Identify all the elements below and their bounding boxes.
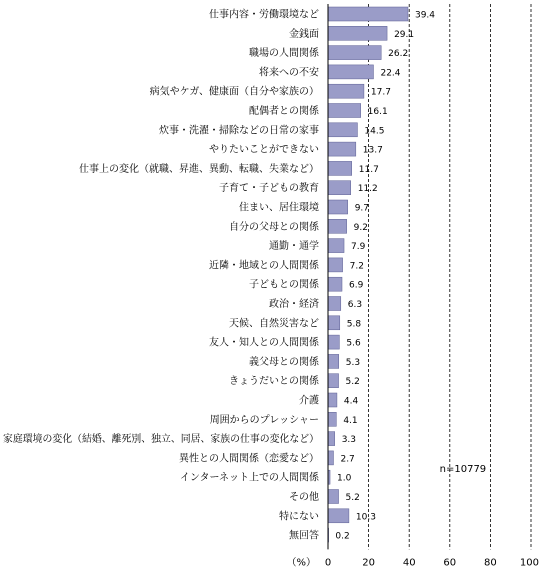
- x-axis-label: （%）: [286, 557, 316, 569]
- value-label-7: 13.7: [362, 145, 383, 156]
- value-label-8: 11.7: [358, 164, 379, 175]
- bar-17: [328, 335, 339, 349]
- bar-26: [328, 509, 349, 523]
- value-label-13: 7.2: [349, 261, 364, 272]
- value-label-17: 5.6: [346, 338, 361, 349]
- value-label-5: 16.1: [367, 107, 388, 117]
- bar-1: [328, 26, 387, 40]
- value-label-19: 5.2: [345, 377, 360, 388]
- value-label-18: 5.3: [345, 357, 361, 368]
- category-labels: [3, 8, 323, 542]
- bar-16: [328, 316, 340, 330]
- bar-2: [328, 46, 381, 60]
- value-label-3: 22.4: [380, 68, 401, 79]
- value-label-25: 5.2: [345, 493, 360, 503]
- category-label-5: 配偶者との関係: [249, 106, 319, 117]
- value-label-26: 10.3: [355, 512, 376, 523]
- value-label-6: 14.5: [364, 126, 385, 137]
- category-label-18: 義父母との関係: [249, 356, 319, 368]
- value-label-12: 7.9: [351, 242, 366, 253]
- category-label-13: 近隣・地域との人間関係: [209, 260, 319, 272]
- bar-21: [328, 412, 336, 426]
- category-label-20: 介護: [299, 395, 319, 407]
- bar-10: [328, 200, 348, 214]
- bar-4: [328, 84, 364, 98]
- sample-size-annotation: n=10779: [439, 464, 487, 476]
- bar-20: [328, 393, 337, 407]
- bar-11: [328, 219, 347, 233]
- category-label-1: 金銭面: [289, 28, 319, 40]
- value-label-10: 9.7: [354, 203, 370, 214]
- value-label-16: 5.8: [346, 319, 362, 330]
- category-label-17: 友人・知人との人間関係: [209, 337, 319, 349]
- x-tick-label-80: 80: [484, 557, 497, 569]
- bar-25: [328, 490, 339, 504]
- category-label-23: 異性との人間関係（恋愛など）: [179, 453, 319, 465]
- category-label-7: やりたいことができない: [209, 144, 319, 156]
- value-label-4: 17.7: [370, 87, 391, 98]
- category-label-9: 子育て・子どもの教育: [219, 183, 319, 195]
- category-label-0: 仕事内容・労働環境など: [209, 9, 319, 21]
- value-label-27: 0.2: [335, 531, 350, 542]
- value-label-1: 29.1: [394, 29, 415, 40]
- value-label-2: 26.2: [388, 49, 409, 60]
- category-label-6: 炊事・洗濯・掃除などの日常の家事: [159, 125, 319, 137]
- x-tick-label-0: 0: [324, 557, 332, 569]
- value-label-15: 6.3: [347, 300, 363, 310]
- value-label-20: 4.4: [343, 396, 359, 407]
- x-tick-label-60: 60: [443, 557, 457, 569]
- category-label-2: 職場の人間関係: [249, 48, 319, 60]
- category-label-14: 子どもとの関係: [249, 279, 319, 291]
- category-label-25: その他: [289, 492, 319, 503]
- category-label-11: 自分の父母との関係: [229, 221, 319, 233]
- bar-5: [328, 104, 361, 118]
- category-label-4: 病気やケガ、健康面（自分や家族の）: [149, 86, 319, 98]
- value-label-11: 9.2: [353, 222, 369, 233]
- x-axis-ticks: [325, 557, 539, 568]
- category-label-27: 無回答: [289, 530, 319, 542]
- bar-23: [328, 451, 333, 465]
- category-label-10: 住まい、居住環境: [239, 202, 319, 214]
- category-label-16: 天候、自然災害など: [229, 318, 319, 330]
- bar-6: [328, 123, 357, 137]
- x-tick-label-40: 40: [402, 557, 416, 569]
- value-label-23: 2.7: [340, 454, 355, 465]
- value-label-14: 6.9: [349, 280, 364, 291]
- bar-15: [328, 297, 341, 311]
- bar-3: [328, 65, 373, 79]
- x-tick-label-20: 20: [362, 557, 375, 569]
- bar-13: [328, 258, 343, 272]
- value-label-21: 4.1: [343, 415, 358, 426]
- bar-12: [328, 239, 344, 253]
- bar-19: [328, 374, 339, 388]
- category-label-22: 家庭環境の変化（結婚、離死別、独立、同居、家族の仕事の変化など）: [3, 434, 323, 446]
- category-label-12: 通勤・通学: [269, 241, 319, 253]
- bar-8: [328, 161, 352, 175]
- category-label-8: 仕事上の変化（就職、昇進、異動、転職、失業など）: [79, 163, 319, 175]
- value-label-0: 39.4: [414, 10, 436, 21]
- category-label-15: 政治・経済: [269, 299, 319, 310]
- bar-22: [328, 432, 335, 446]
- value-label-22: 3.3: [341, 435, 357, 446]
- bar-9: [328, 181, 351, 195]
- x-tick-label-100: 100: [519, 557, 539, 569]
- category-label-19: きょうだいとの関係: [229, 376, 319, 388]
- category-label-21: 周囲からのプレッシャー: [209, 414, 319, 426]
- value-label-24: 1.0: [337, 473, 352, 484]
- bar-7: [328, 142, 356, 156]
- value-label-9: 11.2: [357, 184, 378, 195]
- bar-14: [328, 277, 342, 291]
- category-label-24: インターネット上での人間関係: [179, 472, 319, 484]
- bar-0: [328, 7, 408, 21]
- category-label-26: 特にない: [279, 511, 319, 523]
- category-label-3: 将来への不安: [259, 67, 319, 79]
- bar-18: [328, 354, 339, 368]
